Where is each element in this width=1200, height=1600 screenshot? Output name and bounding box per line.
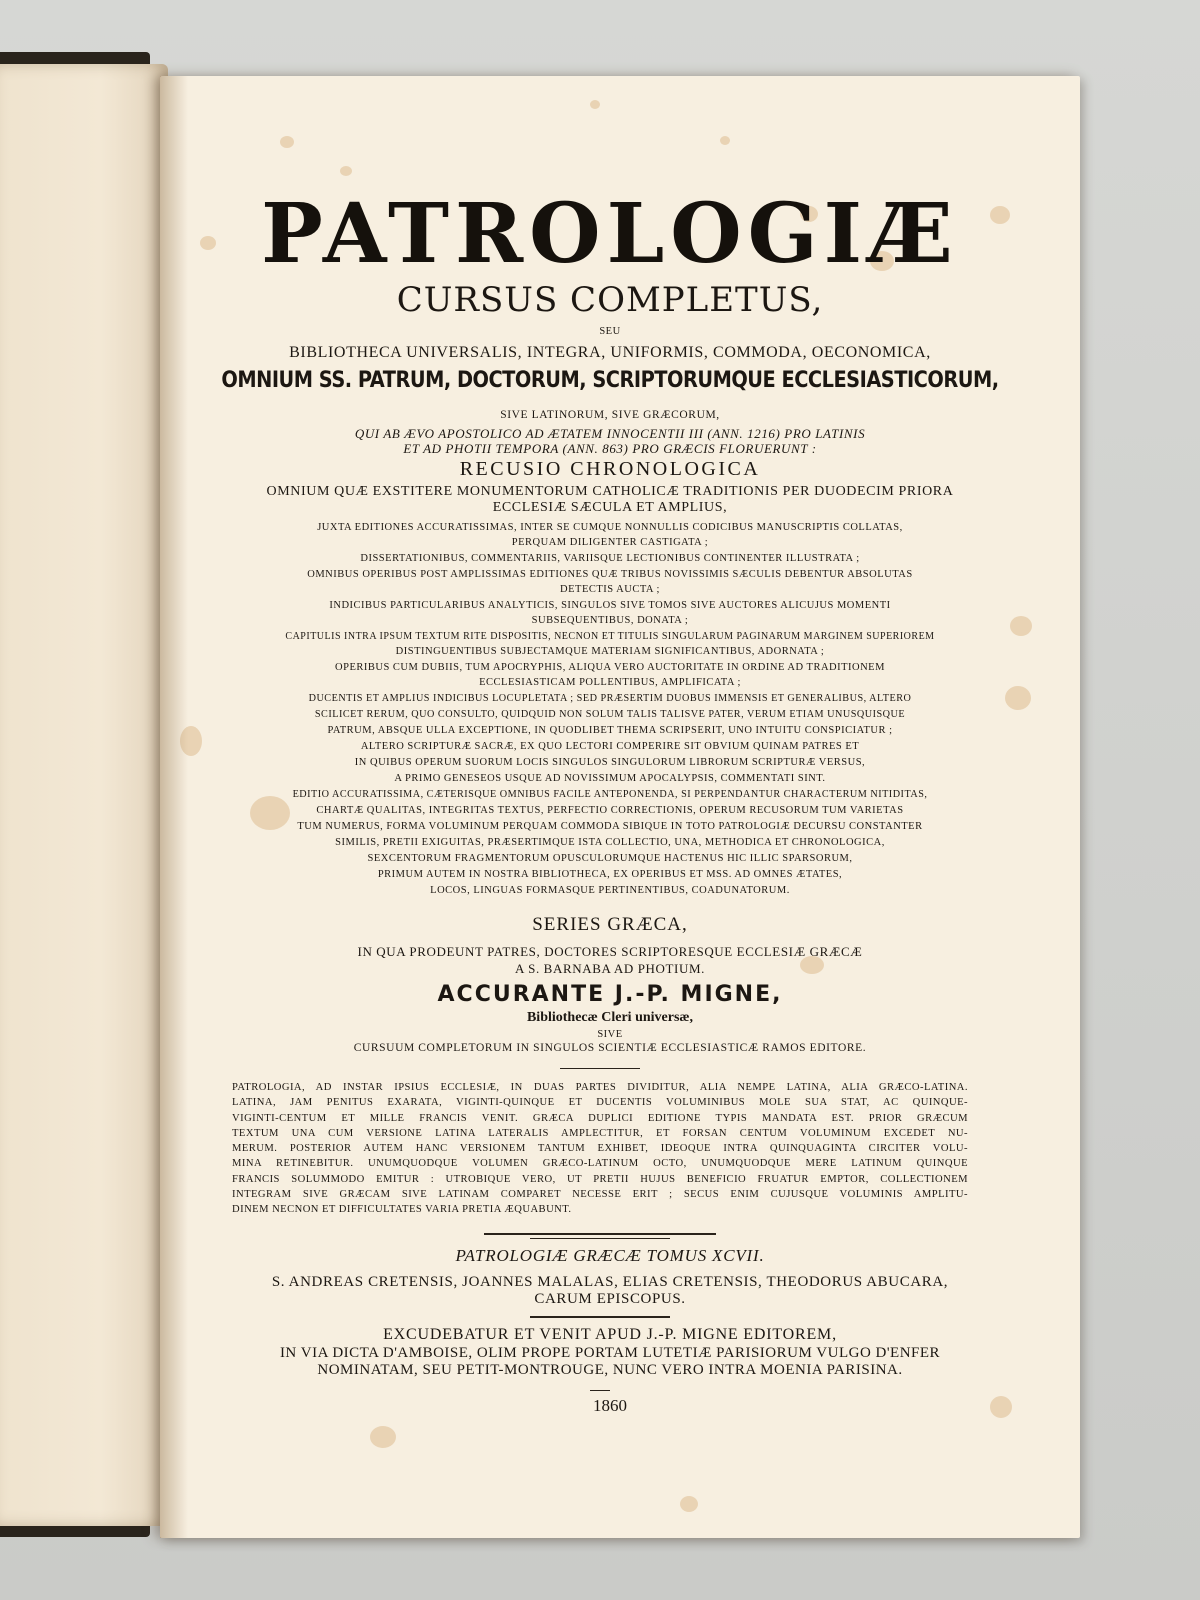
detail-line: ALTERO SCRIPTURÆ SACRÆ, EX QUO LECTORI COMPERIRE SIT OBVIUM QUINAM PATRES ET (360, 741, 860, 752)
series-heading: SERIES GRÆCA, (532, 914, 688, 935)
detail-line: PATRUM, ABSQUE ULLA EXCEPTIONE, IN QUODLIBET THEMA SCRIPSERIT, UNO INTUITU CONSPICIATUR ; (327, 725, 893, 736)
paragraph-line: DINEM NECNON ET DIFFICULTATES VARIA PRETIA ÆQUABUNT. (232, 1204, 572, 1216)
detail-line: PERQUAM DILIGENTER CASTIGATA ; (511, 537, 709, 548)
detail-line: CHARTÆ QUALITAS, INTEGRITAS TEXTUS, PERFECTIO CORRECTIONIS, OPERUM RECUSORUM TUM VARIETAS (316, 805, 904, 816)
tomus-heading: PATROLOGIÆ GRÆCÆ TOMUS XCVII. (455, 1246, 765, 1265)
paragraph-line: FRANCIS SOLUMMODO EMITUR : UTROBIQUE VERO, UT PRETII HUJUS BENEFICIO FRUATUR EMPTOR, COLLECTIONEM (232, 1173, 968, 1185)
detail-line: PRIMUM AUTEM IN NOSTRA BIBLIOTHECA, EX OPERIBUS ET MSS. AD OMNES ÆTATES, (377, 869, 843, 880)
paragraph-line: LATINA, JAM PENITUS EXARATA, VIGINTI-QUINQUE ET DUCENTIS VOLUMINIBUS MOLE SUA STAT, AC QUINQUE- (232, 1097, 968, 1109)
detail-line: DISSERTATIONIBUS, COMMENTARIIS, VARIISQUE LECTIONIBUS CONTINENTER ILLUSTRATA ; (360, 553, 860, 564)
cursuum-line: CURSUUM COMPLETORUM IN SINGULOS SCIENTIÆ ECCLESIASTICÆ RAMOS EDITORE. (353, 1042, 867, 1054)
page-title: PATROLOGIÆ (261, 186, 959, 282)
detail-line: SIMILIS, PRETII EXIGUITAS, PRÆSERTIMQUE ISTA COLLECTIO, UNA, METHODICA ET CHRONOLOGICA, (335, 837, 885, 848)
paragraph-line: MERUM. POSTERIOR AUTEM HANC VERSIONEM TANTUM EXHIBET, IDEOQUE INTRA QUINQUAGINTA CIRCITER VOLU- (232, 1143, 968, 1155)
bibliotheca-line: BIBLIOTHECA UNIVERSALIS, INTEGRA, UNIFORMIS, COMMODA, OECONOMICA, (289, 344, 931, 361)
detail-line: EDITIO ACCURATISSIMA, CÆTERISQUE OMNIBUS FACILE ANTEPONENDA, SI PERPENDANTUR CHARACTERUM NITIDITAS, (292, 789, 928, 800)
paragraph-line: MINA RETINEBITUR. UNUMQUODQUE VOLUMEN GRÆCO-LATINUM OCTO, UNUMQUODQUE MERE LATINUM QUINQUE (232, 1158, 968, 1170)
detail-line: JUXTA EDITIONES ACCURATISSIMAS, INTER SE CUMQUE NONNULLIS CODICIBUS MANUSCRIPTIS COLLATAS, (317, 522, 903, 533)
series-subline-2: A S. BARNABA AD PHOTIUM. (515, 961, 705, 976)
omnium-quae-line-2: ECCLESIÆ SÆCULA ET AMPLIUS, (492, 500, 728, 515)
detail-line: ECCLESIASTICAM POLLENTIBUS, AMPLIFICATA ; (479, 677, 741, 688)
detail-line: DUCENTIS ET AMPLIUS INDICIBUS LOCUPLETATA ; SED PRÆSERTIM DUOBUS IMMENSIS ET GENERALIBUS, ALTERO (308, 693, 912, 704)
authors-line-1: S. ANDREAS CRETENSIS, JOANNES MALALAS, ELIAS CRETENSIS, THEODORUS ABUCARA, (271, 1274, 949, 1290)
recusio-heading: RECUSIO CHRONOLOGICA (459, 458, 761, 480)
paragraph-line: VIGINTI-CENTUM ET MILLE FRANCIS VENIT. GRÆCA DUPLICI EDITIONE TYPIS MANDATA EST. PRIOR GRÆCUM (232, 1112, 968, 1124)
paragraph-line: PATROLOGIA, AD INSTAR IPSIUS ECCLESIÆ, IN DUAS PARTES DIVIDITUR, ALIA NEMPE LATINA, ALIA GRÆCO-LATINA. (232, 1082, 968, 1093)
detail-line: LOCOS, LINGUAS FORMASQUE PERTINENTIBUS, COADUNATORUM. (430, 885, 790, 896)
detail-line: OPERIBUS CUM DUBIIS, TUM APOCRYPHIS, ALIQUA VERO AUCTORITATE IN ORDINE AD TRADITIONEM (335, 662, 885, 673)
sive-text: SIVE (597, 1029, 623, 1040)
authors-line-2: CARUM EPISCOPUS. (534, 1291, 686, 1307)
detail-line: DISTINGUENTIBUS SUBJECTAMQUE MATERIAM SIGNIFICANTIBUS, ADORNATA ; (395, 646, 825, 657)
page-gutter-shadow (160, 76, 188, 1538)
detail-line: SEXCENTORUM FRAGMENTORUM OPUSCULORUMQUE HACTENUS HIC ILLIC SPARSORUM, (367, 853, 853, 864)
omnium-quae-line-1: OMNIUM QUÆ EXSTITERE MONUMENTORUM CATHOLICÆ TRADITIONIS PER DUODECIM PRIORA (266, 484, 954, 499)
paragraph-line: TEXTUM UNA CUM VERSIONE LATINA LATERALIS AMPLECTITUR, ET FORSAN CENTUM VOLUMINUM EXCEDET NU- (232, 1127, 968, 1139)
detail-line: TUM NUMERUS, FORMA VOLUMINUM PERQUAM COMMODA SIBIQUE IN TOTO PATROLOGIÆ DECURSU CONSTANTER (297, 821, 923, 832)
paragraph-line: INTEGRAM SIVE GRÆCAM SIVE LATINAM COMPARET NECESSE ERIT ; SECUS ENIM CUJUSQUE VOLUMINIS AMPLITU- (232, 1189, 968, 1201)
detail-line: CAPITULIS INTRA IPSUM TEXTUM RITE DISPOSITIS, NECNON ET TITULIS SINGULARUM PAGINARUM MARGINEM SUPERIOREM (285, 631, 935, 642)
omnium-heading: OMNIUM SS. PATRUM, DOCTORUM, SCRIPTORUMQUE ECCLESIASTICORUM, (221, 366, 999, 393)
detail-line: SCILICET RERUM, QUO CONSULTO, QUIDQUID NON SOLUM TALIS TALISVE PATER, VERUM ETIAM UNUSQUISQUE (314, 709, 906, 720)
subtitle: CURSUS COMPLETUS, (396, 280, 824, 320)
left-page (0, 64, 168, 1526)
detail-line: DETECTIS AUCTA ; (560, 584, 660, 595)
intro-paragraph (232, 1080, 968, 1218)
imprint-line-1: EXCUDEBATUR ET VENIT APUD J.-P. MIGNE EDITOREM, (383, 1326, 837, 1343)
year-rule (590, 1390, 610, 1391)
detail-line: INDICIBUS PARTICULARIBUS ANALYTICIS, SINGULOS SIVE TOMOS SIVE AUCTORES ALICUJUS MOMENTI (329, 600, 891, 611)
imprint-line-2: IN VIA DICTA D'AMBOISE, OLIM PROPE PORTAM LUTETIÆ PARISIORUM VULGO D'ENFER (279, 1345, 941, 1361)
qui-line-1: QUI AB ÆVO APOSTOLICO AD ÆTATEM INNOCENTII III (ANN. 1216) PRO LATINIS (354, 426, 866, 441)
sive-line: SIVE LATINORUM, SIVE GRÆCORUM, (500, 409, 720, 421)
bibliothecae-line: Bibliothecæ Cleri universæ, (526, 1010, 694, 1025)
imprint-line-3: NOMINATAM, SEU PETIT-MONTROUGE, NUNC VERO INTRA MOENIA PARISINA. (317, 1362, 903, 1378)
accurante-heading: ACCURANTE J.-P. MIGNE, (437, 982, 783, 1007)
double-rule-thin (530, 1238, 670, 1239)
detail-line: A PRIMO GENESEOS USQUE AD NOVISSIMUM APOCALYPSIS, COMMENTATI SINT. (394, 773, 826, 784)
detail-line: IN QUIBUS OPERUM SUORUM LOCIS SINGULOS SINGULORUM LIBRORUM SCRIPTURÆ VERSUS, (354, 757, 866, 768)
seu-text: SEU (599, 326, 621, 337)
qui-line-2: ET AD PHOTII TEMPORA (ANN. 863) PRO GRÆCIS FLORUERUNT : (403, 441, 817, 456)
divider-rule (530, 1316, 670, 1318)
detail-line: SUBSEQUENTIBUS, DONATA ; (531, 615, 689, 626)
divider (560, 1068, 640, 1069)
publication-year: 1860 (593, 1396, 627, 1415)
series-subline-1: IN QUA PRODEUNT PATRES, DOCTORES SCRIPTORESQUE ECCLESIÆ GRÆCÆ (357, 944, 863, 959)
detail-line: OMNIBUS OPERIBUS POST AMPLISSIMAS EDITIONES QUÆ TRIBUS NOVISSIMIS SÆCULIS DEBENTUR ABSOLUTAS (307, 569, 913, 580)
double-rule (484, 1233, 716, 1235)
